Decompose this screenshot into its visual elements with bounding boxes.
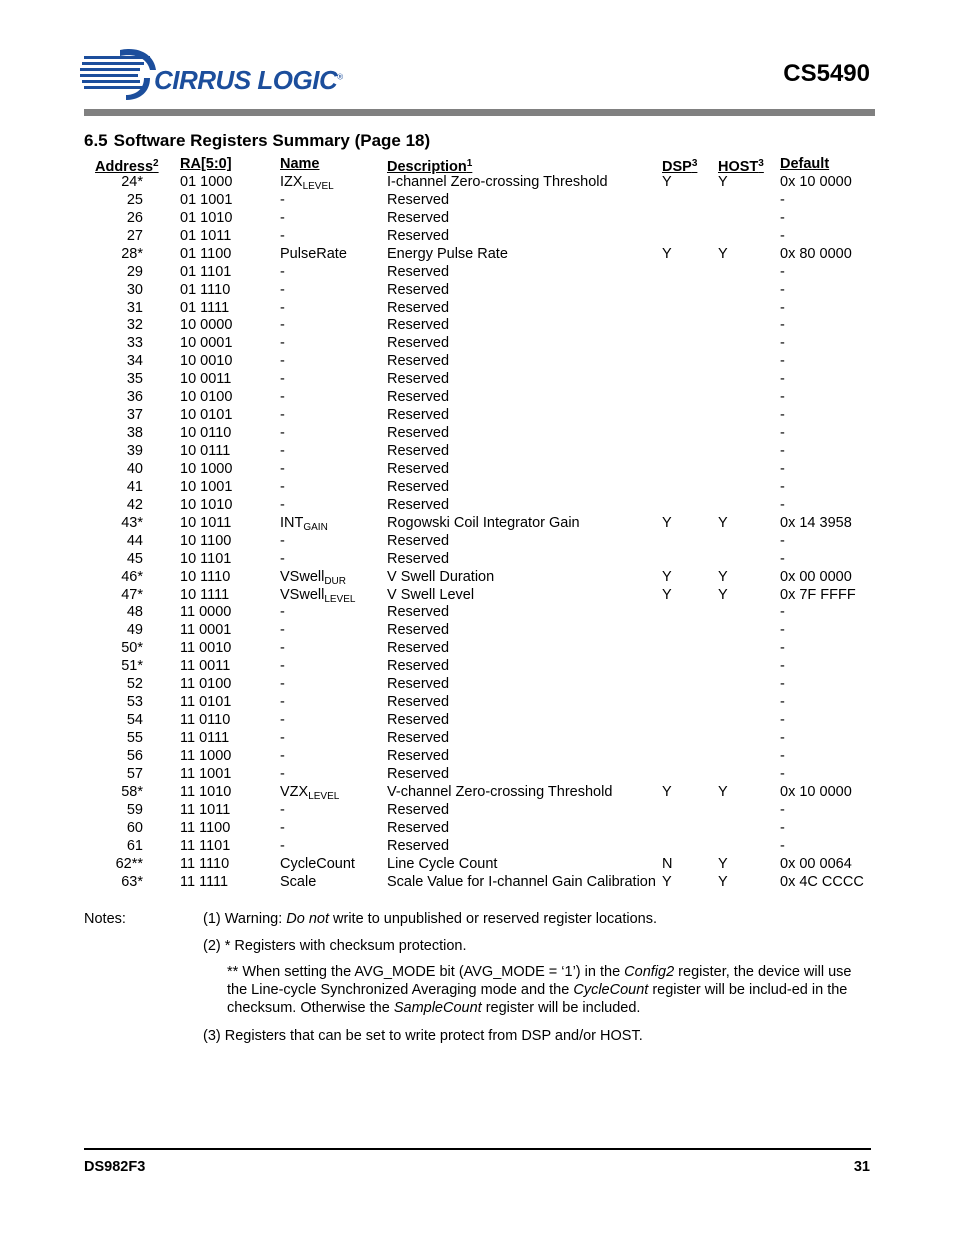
cell-ra: 11 0111 (180, 730, 230, 746)
cell-address: 44 (126, 532, 143, 549)
table-row (0, 729, 954, 747)
cell-host: Y (718, 568, 728, 585)
cell-ra: 01 1110 (180, 281, 231, 298)
header-host: HOST$^3$ (718, 158, 764, 175)
cell-name: - (280, 353, 285, 370)
cell-dsp: Y (662, 783, 672, 800)
cell-ra: 10 1010 (180, 496, 233, 513)
table-row (0, 603, 954, 621)
cell-address: 57 (126, 765, 143, 782)
cell-ra: 11 1011 (180, 801, 231, 818)
cell-address: 35 (126, 371, 143, 388)
cell-default: - (780, 765, 785, 782)
cell-default: - (780, 478, 785, 495)
cell-dsp: Y (662, 568, 672, 585)
cell-description: Energy Pulse Rate (387, 245, 508, 262)
cell-address: 61 (126, 837, 143, 854)
cell-ra: 11 1111 (180, 873, 229, 890)
cell-address: 43* (121, 514, 143, 531)
cell-address: 53 (126, 694, 143, 711)
cell-name: - (280, 819, 285, 836)
table-row (0, 173, 954, 191)
cell-address: 58* (121, 783, 143, 800)
cell-host: Y (718, 245, 728, 262)
header-dsp: DSP$^3$ (662, 158, 698, 175)
cell-default: - (780, 819, 785, 836)
cell-ra: 01 1000 (180, 173, 233, 190)
cell-default: 0x 80 0000 (780, 245, 852, 262)
cell-name: - (280, 281, 285, 298)
cell-name: - (280, 676, 285, 693)
cell-name: - (280, 604, 285, 621)
cell-default: - (780, 443, 785, 459)
cell-name: - (280, 263, 285, 280)
cell-address: 36 (126, 389, 143, 406)
notes-label: Notes: (84, 911, 126, 927)
note-2-checksum-detail: ** When setting the AVG_MODE bit (AVG_MODE = ‘1’) in the Config2 register, the device will use the Line-cycle Synchronized Averaging mode and the CycleCount register will be includ-ed in the checksum. Otherwise the SampleCount register will be included. (227, 964, 852, 1016)
cell-dsp: Y (662, 245, 672, 262)
cell-address: 47* (121, 586, 143, 603)
cell-address: 32 (126, 317, 143, 334)
cell-name: - (280, 837, 285, 854)
cell-ra: 10 1110 (180, 568, 231, 585)
cell-default: - (780, 263, 785, 280)
cell-default: 0x 4C CCCC (780, 873, 864, 890)
cell-address: 24* (121, 173, 143, 190)
cell-default: - (780, 425, 785, 442)
cell-address: 52 (126, 676, 143, 693)
cell-name: - (280, 747, 285, 764)
cell-description: Reserved (387, 496, 450, 513)
cell-description: Reserved (387, 747, 450, 764)
table-row (0, 514, 954, 532)
cell-name: - (280, 622, 285, 639)
cell-name: - (280, 801, 285, 818)
header-ra: RA[5:0] (180, 156, 232, 172)
cell-host: Y (718, 514, 728, 531)
footer-doc-id: DS982F3 (84, 1159, 146, 1175)
cell-default: 0x 10 0000 (780, 783, 852, 800)
cell-name: - (280, 478, 285, 495)
cell-ra: 11 0101 (180, 694, 232, 711)
cell-description: Reserved (387, 281, 450, 298)
table-row (0, 819, 954, 837)
cell-description: Reserved (387, 604, 450, 621)
cell-address: 38 (126, 425, 143, 442)
cell-description: V Swell Level (387, 586, 475, 603)
cell-address: 30 (126, 281, 143, 298)
cell-description: Reserved (387, 353, 450, 370)
table-header-row (0, 155, 954, 173)
cell-name: - (280, 496, 285, 513)
cell-address: 49 (126, 622, 143, 639)
cell-host: Y (718, 586, 728, 603)
table-row (0, 873, 954, 891)
cell-default: - (780, 658, 785, 675)
cell-ra: 10 0110 (180, 425, 232, 442)
cell-name: - (280, 712, 285, 729)
cell-address: 45 (126, 550, 143, 567)
cell-ra: 11 1100 (180, 819, 231, 836)
cell-description: Reserved (387, 371, 450, 388)
cell-address: 62** (115, 855, 143, 872)
cell-default: - (780, 460, 785, 477)
table-row (0, 442, 954, 460)
cell-host: Y (718, 173, 728, 190)
table-row (0, 855, 954, 873)
cell-default: - (780, 209, 785, 226)
cell-name: - (280, 317, 285, 334)
cell-description: Reserved (387, 640, 450, 657)
cell-address: 41 (126, 478, 143, 495)
document-title: CS5490 (783, 60, 870, 87)
table-row (0, 281, 954, 299)
cell-name: - (280, 299, 285, 316)
cell-ra: 10 1000 (180, 460, 233, 477)
cell-ra: 10 0100 (180, 389, 233, 406)
cell-name: - (280, 191, 285, 208)
cell-default: 0x 10 0000 (780, 173, 852, 190)
cell-default: - (780, 353, 785, 370)
cell-name: - (280, 425, 285, 442)
cell-default: - (780, 532, 785, 549)
cell-name: - (280, 730, 285, 746)
cell-name: - (280, 209, 285, 226)
cell-ra: 10 1101 (180, 550, 232, 567)
table-row (0, 837, 954, 855)
cell-dsp: N (662, 855, 673, 872)
cell-dsp: Y (662, 873, 672, 890)
cell-description: Reserved (387, 407, 450, 424)
cell-default: - (780, 694, 785, 711)
cell-ra: 11 1010 (180, 783, 232, 800)
cell-name: - (280, 407, 285, 424)
cell-default: - (780, 550, 785, 567)
cell-address: 28* (121, 245, 143, 262)
cell-description: Reserved (387, 694, 450, 711)
cell-default: - (780, 640, 785, 657)
table-row (0, 532, 954, 550)
cell-ra: 10 0010 (180, 353, 233, 370)
section-title: Software Registers Summary (Page 18) (113, 131, 431, 150)
cell-description: Line Cycle Count (387, 855, 498, 872)
table-row (0, 657, 954, 675)
cell-ra: 11 0001 (180, 622, 232, 639)
cell-name: $IZX_{LEVEL}$ (280, 173, 334, 192)
cell-description: I-channel Zero-crossing Threshold (387, 173, 608, 190)
cell-ra: 11 0110 (180, 712, 231, 729)
cell-address: 55 (126, 730, 143, 746)
footer-page-number: 31 (853, 1159, 870, 1175)
cell-default: - (780, 299, 785, 316)
cell-name: PulseRate (280, 245, 347, 262)
table-row (0, 478, 954, 496)
cell-name: - (280, 460, 285, 477)
cell-ra: 10 0011 (180, 371, 232, 388)
table-row (0, 460, 954, 478)
cell-address: 54 (126, 712, 143, 729)
cell-name: VSwell$_{LEVEL}$ (280, 586, 356, 605)
table-row (0, 496, 954, 514)
note-3: (3) Registers that can be set to write protect from DSP and/or HOST. (203, 1028, 643, 1044)
cell-default: - (780, 371, 785, 388)
cell-name: - (280, 658, 285, 675)
cell-description: Scale Value for I-channel Gain Calibration (387, 873, 656, 890)
cell-description: Reserved (387, 819, 450, 836)
cell-address: 27 (126, 227, 143, 244)
cell-ra: 01 1010 (180, 209, 233, 226)
header-rule (84, 109, 875, 116)
cell-description: Reserved (387, 801, 450, 818)
cell-description: Reserved (387, 299, 450, 316)
cell-description: Reserved (387, 622, 450, 639)
table-row (0, 352, 954, 370)
table-row (0, 711, 954, 729)
table-row (0, 568, 954, 586)
cell-description: Reserved (387, 478, 450, 495)
table-row (0, 316, 954, 334)
cell-dsp: Y (662, 173, 672, 190)
table-row (0, 370, 954, 388)
cell-default: - (780, 389, 785, 406)
cell-description: Reserved (387, 837, 450, 854)
cell-address: 39 (126, 443, 143, 459)
footer-rule (84, 1148, 871, 1150)
table-row (0, 227, 954, 245)
cell-address: 29 (126, 263, 143, 280)
cell-description: Reserved (387, 443, 450, 459)
cell-name: - (280, 694, 285, 711)
cell-ra: 11 0011 (180, 658, 231, 675)
table-row (0, 334, 954, 352)
cell-default: - (780, 622, 785, 639)
table-row (0, 801, 954, 819)
cell-name: - (280, 443, 285, 459)
table-row (0, 586, 954, 604)
table-row (0, 299, 954, 317)
cell-default: - (780, 604, 785, 621)
table-row (0, 388, 954, 406)
cell-name: $INT_{GAIN}$ (280, 514, 328, 533)
cell-description: Reserved (387, 676, 450, 693)
cell-name: VSwell$_{DUR}$ (280, 568, 346, 587)
note-1: (1) Warning: Do not write to unpublished or reserved register locations. (203, 911, 658, 927)
cell-default: - (780, 227, 785, 244)
cell-default: - (780, 496, 785, 513)
table-row (0, 263, 954, 281)
cell-description: Reserved (387, 712, 450, 729)
table-row (0, 406, 954, 424)
table-row (0, 209, 954, 227)
cell-name: - (280, 335, 285, 352)
cell-default: 0x 00 0064 (780, 855, 852, 872)
cell-description: Reserved (387, 227, 450, 244)
cell-name: CycleCount (280, 855, 355, 872)
cell-name: - (280, 765, 285, 782)
cell-name: - (280, 389, 285, 406)
cell-default: - (780, 335, 785, 352)
cell-description: V Swell Duration (387, 568, 495, 585)
cell-description: Reserved (387, 532, 450, 549)
table-row (0, 765, 954, 783)
cell-description: Reserved (387, 460, 450, 477)
cell-ra: 10 0001 (180, 335, 233, 352)
cell-default: - (780, 317, 785, 334)
table-row (0, 621, 954, 639)
cell-address: 48 (126, 604, 143, 621)
cell-description: Rogowski Coil Integrator Gain (387, 514, 580, 531)
cell-ra: 11 0010 (180, 640, 232, 657)
section-number: 6.5 (84, 131, 108, 150)
cell-ra: 11 0100 (180, 676, 232, 693)
cell-name: $VZX_{LEVEL}$ (280, 783, 340, 802)
cell-dsp: Y (662, 514, 672, 531)
cell-address: 26 (126, 209, 143, 226)
cell-default: 0x 7F FFFF (780, 586, 856, 603)
cell-ra: 11 1001 (180, 765, 232, 782)
cell-ra: 10 1001 (180, 478, 233, 495)
cell-default: - (780, 676, 785, 693)
cell-default: - (780, 191, 785, 208)
cell-name: - (280, 640, 285, 657)
cell-address: 50* (121, 640, 143, 657)
cell-address: 63* (121, 873, 143, 890)
cell-name: - (280, 532, 285, 549)
cell-description: Reserved (387, 317, 450, 334)
cell-ra: 11 1000 (180, 747, 232, 764)
header-name: Name (280, 156, 320, 172)
cell-address: 37 (126, 407, 143, 424)
cell-address: 56 (126, 747, 143, 764)
cell-address: 40 (126, 460, 143, 477)
cell-host: Y (718, 855, 728, 872)
table-row (0, 693, 954, 711)
header-address: Address$^2$ (95, 158, 159, 175)
header-default: Default (780, 156, 830, 172)
cell-ra: 11 0000 (180, 604, 232, 621)
note-2: (2) * Registers with checksum protection. (203, 938, 467, 954)
cell-default: 0x 00 0000 (780, 568, 852, 585)
cell-address: 33 (126, 335, 143, 352)
table-row (0, 783, 954, 801)
section-heading (84, 131, 436, 151)
cell-description: Reserved (387, 335, 450, 352)
cell-default: 0x 14 3958 (780, 514, 852, 531)
cell-description: Reserved (387, 765, 450, 782)
cell-address: 42 (126, 496, 143, 513)
cell-default: - (780, 712, 785, 729)
cell-default: - (780, 747, 785, 764)
table-row (0, 675, 954, 693)
cell-name: - (280, 227, 285, 244)
cell-name: - (280, 550, 285, 567)
cell-ra: 10 1111 (180, 586, 230, 603)
cell-ra: 01 1111 (180, 299, 230, 316)
cell-ra: 01 1001 (180, 191, 233, 208)
cell-host: Y (718, 783, 728, 800)
table-row (0, 424, 954, 442)
cell-ra: 10 0111 (180, 443, 231, 459)
cell-default: - (780, 730, 785, 746)
cell-host: Y (718, 873, 728, 890)
logo-wordmark: CIRRUS LOGIC® (154, 65, 343, 95)
cell-ra: 11 1110 (180, 855, 230, 872)
table-row (0, 191, 954, 209)
cell-address: 25 (126, 191, 143, 208)
cell-ra: 10 0101 (180, 407, 233, 424)
cell-description: Reserved (387, 425, 450, 442)
table-row (0, 747, 954, 765)
cell-description: Reserved (387, 550, 450, 567)
cell-address: 34 (126, 353, 143, 370)
cell-default: - (780, 281, 785, 298)
cell-ra: 10 0000 (180, 317, 233, 334)
cell-name: Scale (280, 873, 317, 890)
cell-address: 46* (121, 568, 143, 585)
cell-default: - (780, 801, 785, 818)
cell-dsp: Y (662, 586, 672, 603)
register-table (0, 155, 954, 890)
table-body (0, 173, 954, 891)
cell-address: 60 (126, 819, 143, 836)
cell-description: Reserved (387, 263, 450, 280)
table-row (0, 550, 954, 568)
cell-default: - (780, 407, 785, 424)
cell-default: - (780, 837, 785, 854)
cell-ra: 01 1011 (180, 227, 232, 244)
cell-description: Reserved (387, 389, 450, 406)
table-row (0, 639, 954, 657)
cell-ra: 10 1011 (180, 514, 232, 531)
cell-name: - (280, 371, 285, 388)
cell-ra: 11 1101 (180, 837, 231, 854)
cell-description: Reserved (387, 658, 450, 675)
cell-ra: 01 1101 (180, 263, 232, 280)
cell-address: 31 (126, 299, 143, 316)
cell-description: Reserved (387, 209, 450, 226)
cell-description: V-channel Zero-crossing Threshold (387, 783, 613, 800)
cell-description: Reserved (387, 730, 450, 746)
cell-address: 59 (126, 801, 143, 818)
table-row (0, 245, 954, 263)
cell-address: 51* (121, 658, 143, 675)
header-description: Description$^1$ (387, 158, 473, 175)
cell-ra: 10 1100 (180, 532, 232, 549)
cell-ra: 01 1100 (180, 245, 232, 262)
cell-description: Reserved (387, 191, 450, 208)
